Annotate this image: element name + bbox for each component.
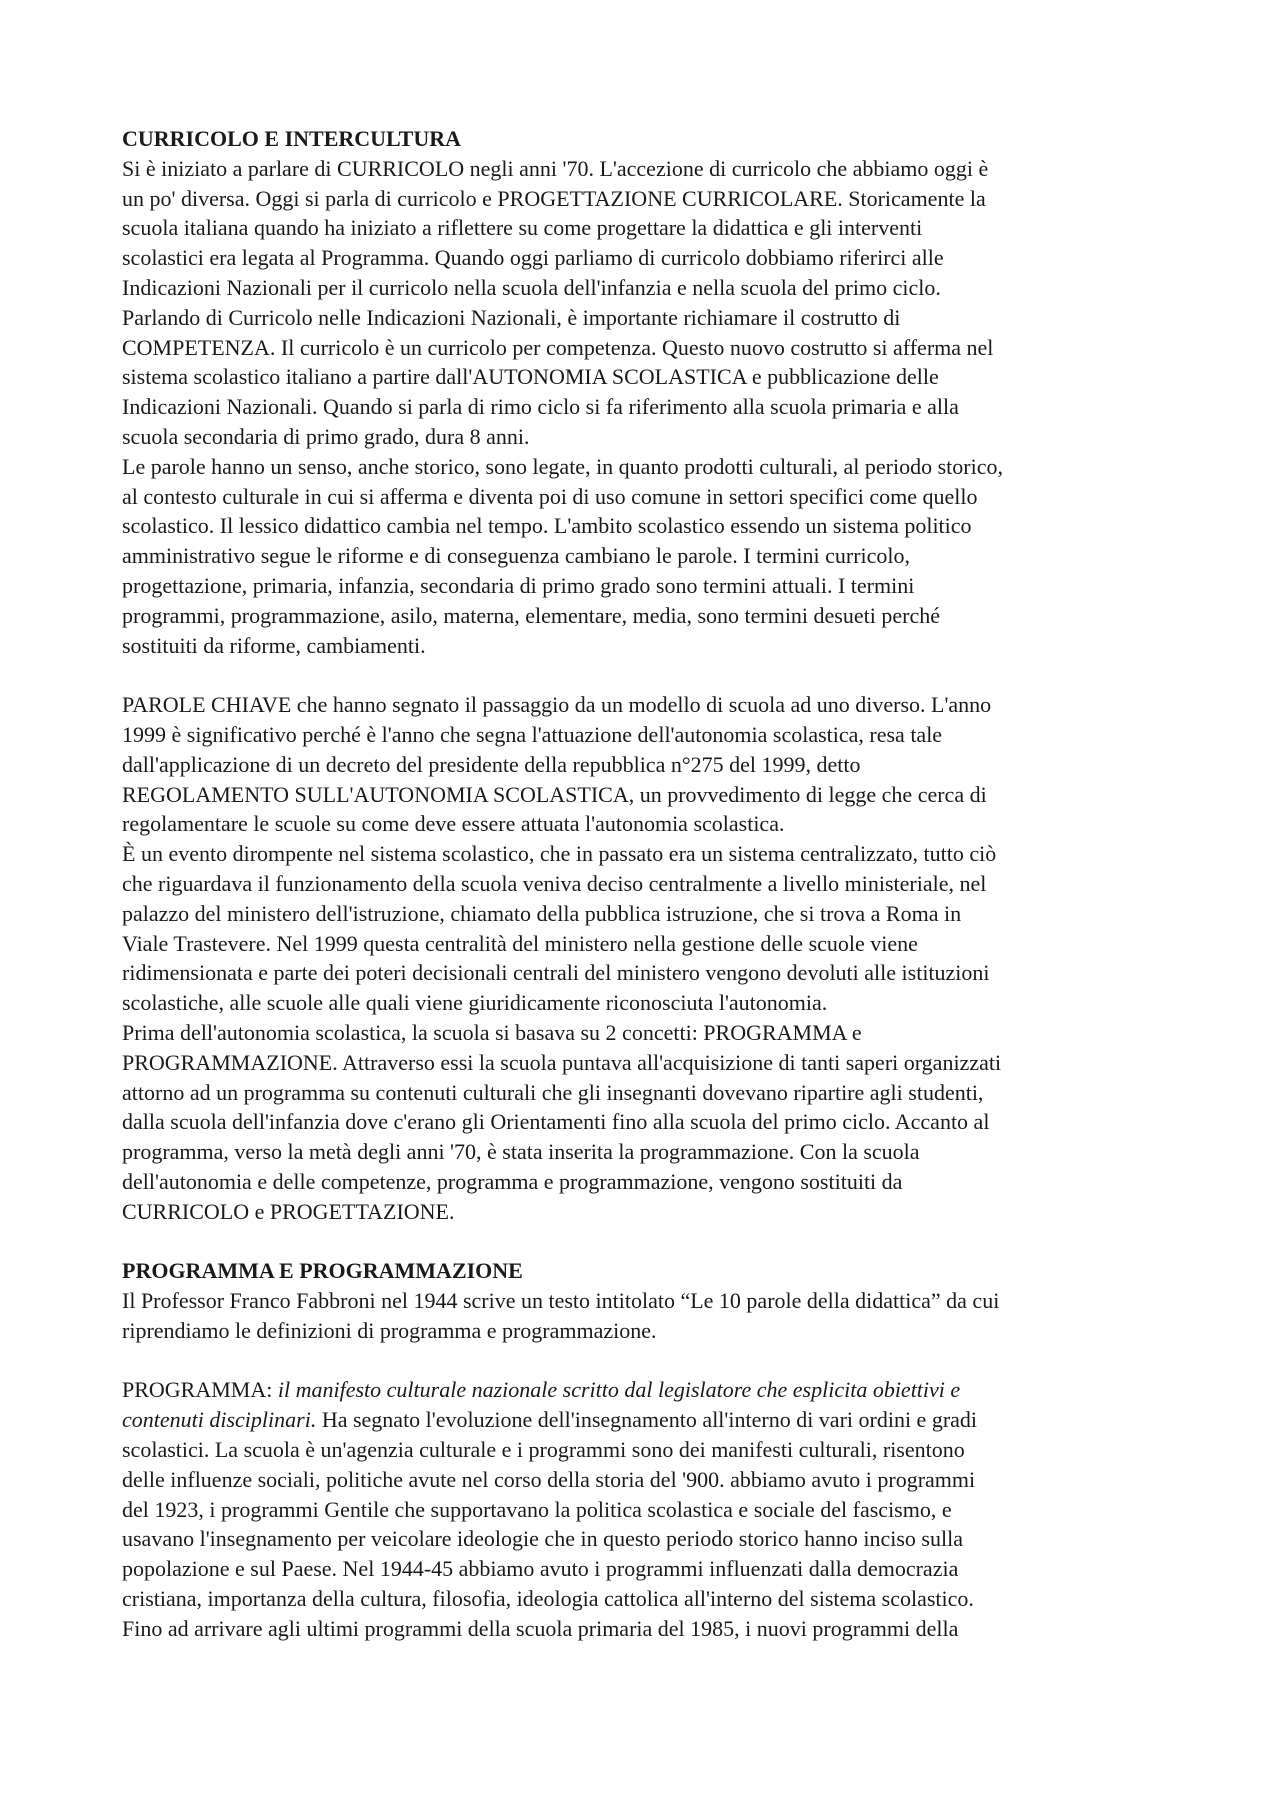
text-line: del 1923, i programmi Gentile che supportavano la politica scolastica e sociale del fascismo, e — [122, 1496, 952, 1522]
definition-italic: il manifesto culturale nazionale scritto dal legislatore che esplicita obiettivi e — [277, 1377, 961, 1403]
text-line: Si è iniziato a parlare di CURRICOLO negli anni '70. L'accezione di curricolo che abbiamo oggi è — [122, 155, 989, 181]
text-line: programma, verso la metà degli anni '70, è stata inserita la programmazione. Con la scuola — [122, 1139, 920, 1165]
text-line: che riguardava il funzionamento della scuola veniva deciso centralmente a livello ministeriale, nel — [122, 870, 987, 896]
text-line: sistema scolastico italiano a partire dall'AUTONOMIA SCOLASTICA e pubblicazione delle — [122, 364, 939, 390]
text-line: scolastici. La scuola è un'agenzia culturale e i programmi sono dei manifesti culturali, risentono — [122, 1437, 965, 1463]
text-line: cristiana, importanza della cultura, filosofia, ideologia cattolica all'interno del sistema scolastico. — [122, 1586, 974, 1612]
text-line: popolazione e sul Paese. Nel 1944-45 abbiamo avuto i programmi influenzati dalla democrazia — [122, 1556, 959, 1582]
section1-body — [122, 154, 1170, 661]
text-line: PAROLE CHIAVE che hanno segnato il passaggio da un modello di scuola ad uno diverso. L'anno — [122, 692, 992, 718]
section4-body — [122, 1435, 1170, 1644]
text-line: 1999 è significativo perché è l'anno che segna l'attuazione dell'autonomia scolastica, resa tale — [122, 721, 943, 747]
text-line — [122, 1405, 1170, 1435]
text-line: Fino ad arrivare agli ultimi programmi della scuola primaria del 1985, i nuovi programmi della — [122, 1615, 959, 1641]
text-line: dalla scuola dell'infanzia dove c'erano gli Orientamenti fino alla scuola del primo ciclo. Accanto al — [122, 1109, 990, 1135]
text-line: È un evento dirompente nel sistema scolastico, che in passato era un sistema centralizzato, tutto ciò — [122, 841, 997, 867]
text-line: palazzo del ministero dell'istruzione, chiamato della pubblica istruzione, che si trova a Roma in — [122, 900, 962, 926]
section-programma-programmazione — [122, 1256, 1170, 1345]
text-line: dall'applicazione di un decreto del presidente della repubblica n°275 del 1999, detto — [122, 751, 861, 777]
text-line: sostituiti da riforme, cambiamenti. — [122, 632, 426, 658]
text-line: progettazione, primaria, infanzia, secondaria di primo grado sono termini attuali. I termini — [122, 572, 915, 598]
text-line: CURRICOLO e PROGETTAZIONE. — [122, 1198, 455, 1224]
text-line: Prima dell'autonomia scolastica, la scuola si basava su 2 concetti: PROGRAMMA e — [122, 1019, 862, 1045]
text-line: Le parole hanno un senso, anche storico, sono legate, in quanto prodotti culturali, al periodo storico, — [122, 453, 1003, 479]
text-line: Parlando di Curricolo nelle Indicazioni Nazionali, è importante richiamare il costrutto di — [122, 304, 901, 330]
text-line: scolastici era legata al Programma. Quando oggi parliamo di curricolo dobbiamo riferirci alle — [122, 245, 944, 271]
section-parole-chiave — [122, 690, 1170, 1226]
text-line: Indicazioni Nazionali. Quando si parla di rimo ciclo si fa riferimento alla scuola primaria e alla — [122, 394, 959, 420]
paragraph-gap — [122, 1226, 1170, 1256]
text-line: ridimensionata e parte dei poteri decisionali centrali del ministero vengono devoluti alle istituzioni — [122, 960, 990, 986]
text-line: delle influenze sociali, politiche avute nel corso della storia del '900. abbiamo avuto i programmi — [122, 1466, 976, 1492]
text-line: scolastiche, alle scuole alle quali viene giuridicamente riconosciuta l'autonomia. — [122, 990, 828, 1016]
text-line: al contesto culturale in cui si afferma e diventa poi di uso comune in settori specifici come quello — [122, 483, 978, 509]
text-line: amministrativo segue le riforme e di conseguenza cambiano le parole. I termini curricolo, — [122, 543, 911, 569]
definition-text: Ha segnato l'evoluzione dell'insegnamento all'interno di vari ordini e gradi — [316, 1407, 978, 1433]
text-line — [122, 1375, 1170, 1405]
text-line: scuola italiana quando ha iniziato a riflettere su come progettare la didattica e gli interventi — [122, 215, 923, 241]
text-line: REGOLAMENTO SULL'AUTONOMIA SCOLASTICA, un provvedimento di legge che cerca di — [122, 781, 987, 807]
heading-curricolo-intercultura: CURRICOLO E INTERCULTURA — [122, 126, 462, 151]
definition-italic: contenuti disciplinari. — [122, 1407, 317, 1433]
text-line: usavano l'insegnamento per veicolare ideologie che in questo periodo storico hanno inciso sulla — [122, 1526, 963, 1552]
text-line: un po' diversa. Oggi si parla di curricolo e PROGETTAZIONE CURRICOLARE. Storicamente la — [122, 185, 986, 211]
paragraph-gap — [122, 1346, 1170, 1376]
text-line: Il Professor Franco Fabbroni nel 1944 scrive un testo intitolato “Le 10 parole della didattica” da cui — [122, 1288, 1000, 1314]
text-line: dell'autonomia e delle competenze, programma e programmazione, vengono sostituiti da — [122, 1168, 903, 1194]
paragraph-gap — [122, 660, 1170, 690]
text-line: regolamentare le scuole su come deve essere attuata l'autonomia scolastica. — [122, 811, 785, 837]
text-line: scuola secondaria di primo grado, dura 8 anni. — [122, 423, 530, 449]
section-curricolo — [122, 124, 1170, 660]
text-line: attorno ad un programma su contenuti culturali che gli insegnanti dovevano ripartire agli studenti, — [122, 1079, 984, 1105]
text-line: COMPETENZA. Il curricolo è un curricolo per competenza. Questo nuovo costrutto si afferma nel — [122, 334, 994, 360]
programma-label: PROGRAMMA: — [122, 1377, 278, 1403]
text-line: riprendiamo le definizioni di programma e programmazione. — [122, 1317, 657, 1343]
text-line: Indicazioni Nazionali per il curricolo nella scuola dell'infanzia e nella scuola del primo ciclo. — [122, 274, 941, 300]
text-line: Viale Trastevere. Nel 1999 questa centralità del ministero nella gestione delle scuole viene — [122, 930, 918, 956]
heading-programma-programmazione: PROGRAMMA E PROGRAMMAZIONE — [122, 1258, 523, 1284]
text-line: programmi, programmazione, asilo, materna, elementare, media, sono termini desueti perché — [122, 602, 940, 628]
section3-body — [122, 1286, 1170, 1346]
section-programma-definition — [122, 1375, 1170, 1643]
text-line: PROGRAMMAZIONE. Attraverso essi la scuola puntava all'acquisizione di tanti saperi organizzati — [122, 1049, 1002, 1075]
text-line: scolastico. Il lessico didattico cambia nel tempo. L'ambito scolastico essendo un sistema politico — [122, 513, 972, 539]
